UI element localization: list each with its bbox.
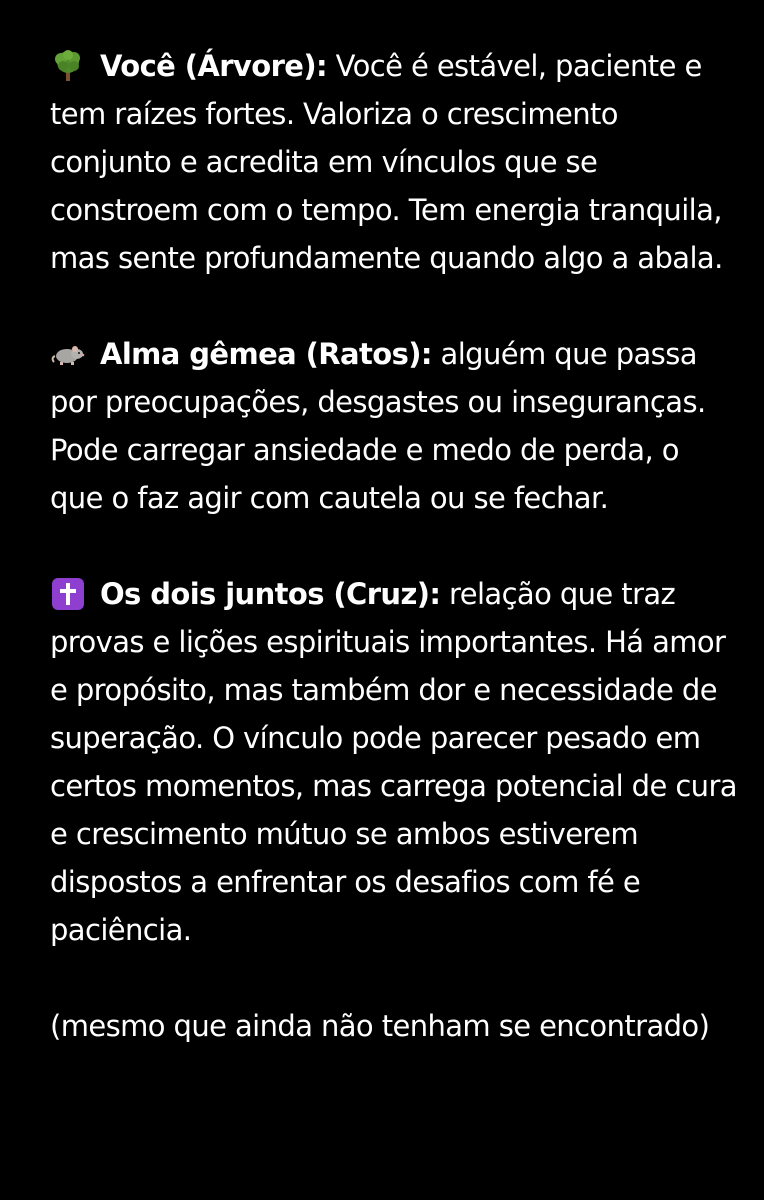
closing-note: (mesmo que ainda não tenham se encontrado): [50, 1009, 710, 1043]
latin-cross-icon: [50, 578, 86, 608]
section-body: relação que traz provas e lições espirituais importantes. Há amor e propósito, mas também dor e necessidade de superação. O vínculo pode parecer pesado em certos momentos, mas carrega potencial de cura e crescimento mútuo se ambos estiverem dispostos a enfrentar os desafios com fé e paciência.: [50, 577, 737, 947]
section-heading: Alma gêmea (Ratos):: [100, 337, 432, 371]
section-voce: [50, 42, 740, 282]
section-body: Você é estável, paciente e tem raízes fortes. Valoriza o crescimento conjunto e acredita em vínculos que se constroem com o tempo. Tem energia tranquila, mas sente profundamente quando algo a abala.: [50, 49, 723, 275]
section-heading: Você (Árvore):: [100, 49, 327, 83]
note-text: [50, 42, 740, 1050]
section-heading: Os dois juntos (Cruz):: [100, 577, 441, 611]
section-os-dois-juntos: [50, 570, 740, 954]
section-body: alguém que passa por preocupações, desgastes ou inseguranças. Pode carregar ansiedade e medo de perda, o que o faz agir com cautela ou se fechar.: [50, 337, 706, 515]
tree-icon: [50, 50, 86, 80]
section-alma-gemea: [50, 330, 740, 522]
rat-icon: [50, 338, 86, 368]
